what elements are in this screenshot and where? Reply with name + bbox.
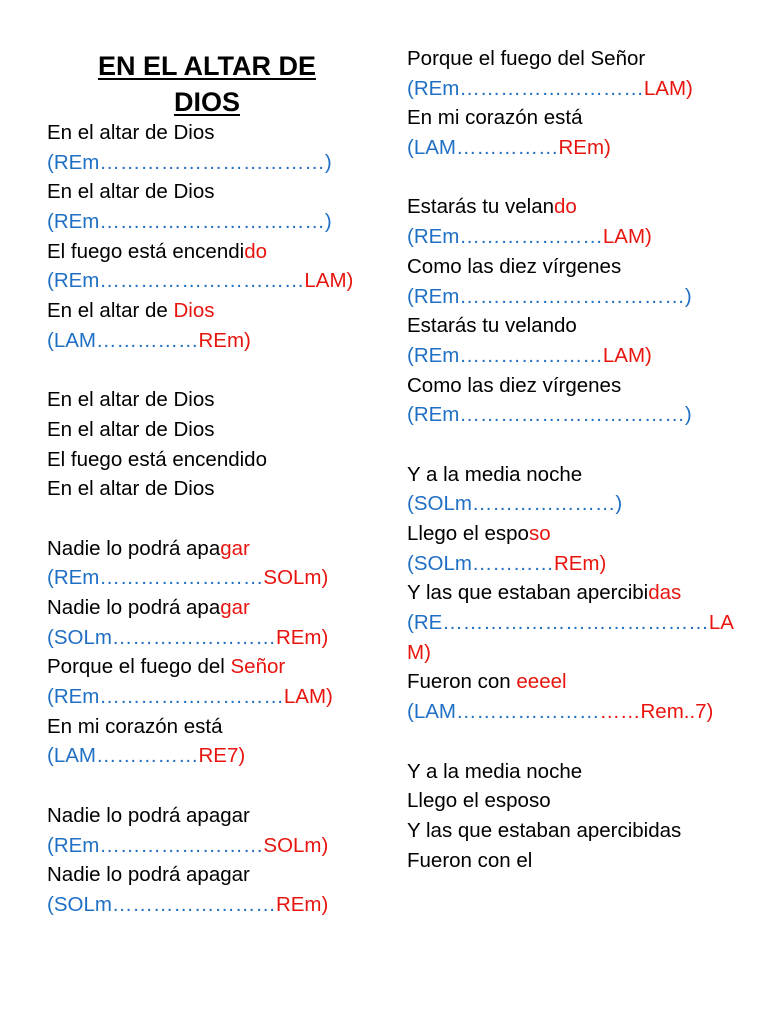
lyric-line: [407, 667, 762, 697]
stanza-gap: [407, 163, 762, 193]
lyrics-column-right: [407, 44, 762, 875]
lyric-text: En mi corazón está: [47, 714, 223, 738]
chord-line: [407, 341, 762, 371]
highlighted-text: das: [648, 581, 682, 605]
highlighted-text: eeeel: [516, 670, 567, 694]
highlighted-text: M): [407, 640, 431, 664]
lyric-text: Porque el fuego del: [47, 655, 231, 679]
highlighted-text: REm): [558, 136, 611, 160]
chord-line: [47, 623, 367, 653]
highlighted-text: LAM): [602, 343, 652, 367]
chord-line: [47, 741, 367, 771]
chord-text: (LAM……………: [47, 328, 199, 352]
chord-text: (REm………………………: [407, 76, 644, 100]
chord-line: [407, 400, 762, 430]
lyric-text: Nadie lo podrá apagar: [47, 863, 250, 887]
lyric-line: [47, 118, 367, 148]
highlighted-text: LAM): [643, 76, 693, 100]
chord-text: (RE…………………………………: [407, 611, 709, 635]
lyric-text: Y las que estaban apercibi: [407, 581, 649, 605]
highlighted-text: SOLm): [263, 566, 329, 590]
highlighted-text: REm): [275, 625, 329, 649]
chord-line: [407, 489, 762, 519]
lyric-text: En el altar de Dios: [47, 388, 215, 412]
chord-text: (SOLm……………………: [47, 625, 276, 649]
chord-text: (SOLm…………………): [407, 492, 623, 516]
chord-line: [47, 682, 367, 712]
lyric-text: En el altar de: [47, 299, 174, 323]
highlighted-text: do: [554, 195, 577, 219]
lyric-line: [407, 192, 762, 222]
lyric-line: [407, 816, 762, 846]
lyric-text: Fueron con el: [407, 848, 533, 872]
lyric-line: [47, 652, 367, 682]
lyric-line: [47, 415, 367, 445]
chord-line: [407, 608, 762, 638]
lyric-line: [407, 757, 762, 787]
chord-line: [47, 890, 367, 920]
chord-line: [407, 133, 762, 163]
chord-line: [47, 266, 367, 296]
highlighted-text: REm): [275, 892, 329, 916]
chord-text: (REm…………………………: [47, 269, 305, 293]
lyric-line: [407, 311, 762, 341]
chord-text: (REm……………………………): [47, 210, 332, 234]
lyric-text: Porque el fuego del Señor: [407, 47, 646, 70]
chord-line: [47, 563, 367, 593]
chord-line: [47, 831, 367, 861]
stanza-gap: [47, 504, 367, 534]
chord-text: (REm……………………………): [47, 150, 332, 174]
lyric-text: En mi corazón está: [407, 106, 583, 130]
lyric-text: Nadie lo podrá apa: [47, 536, 221, 560]
lyric-line: [47, 177, 367, 207]
lyric-text: El fuego está encendido: [47, 447, 267, 471]
lyric-text: Llego el esposo: [407, 789, 551, 813]
highlighted-text: LAM): [283, 685, 333, 709]
chord-line: [407, 282, 762, 312]
lyric-line: [47, 712, 367, 742]
highlighted-text: SOLm): [263, 833, 329, 857]
title-line-2: DIOS: [173, 87, 240, 117]
chord-text: (LAM……………: [47, 744, 199, 768]
stanza-gap: [407, 430, 762, 460]
lyric-text: Nadie lo podrá apa: [47, 596, 221, 619]
chord-text: (REm……………………: [47, 833, 264, 857]
lyric-line: [407, 103, 762, 133]
chord-text: (REm……………………: [47, 566, 264, 590]
highlighted-text: Señor: [230, 655, 286, 679]
chord-line: [47, 207, 367, 237]
lyric-line: [47, 534, 367, 564]
chord-text: (SOLm…………: [407, 551, 554, 575]
lyric-line: [407, 846, 762, 876]
lyric-text: Llego el espo: [407, 522, 529, 545]
highlighted-text: RE7): [198, 744, 246, 768]
lyric-line: [407, 786, 762, 816]
highlighted-text: LAM): [602, 225, 652, 249]
lyric-text: En el altar de Dios: [47, 417, 215, 441]
chord-text: (REm…………………: [407, 343, 603, 367]
highlighted-text: Dios: [173, 299, 215, 323]
chord-line: [47, 148, 367, 178]
lyric-line: [407, 519, 762, 549]
lyric-line: [407, 371, 762, 401]
lyric-text: En el altar de Dios: [47, 180, 215, 204]
highlighted-text: gar: [220, 536, 250, 560]
lyric-line: [47, 801, 367, 831]
chord-text: (REm……………………………): [407, 284, 692, 308]
lyric-text: Estarás tu velan: [407, 195, 554, 219]
chord-text: (REm…………………: [407, 225, 603, 249]
chord-text: (LAM…………………: [407, 700, 600, 724]
lyric-text: Como las diez vírgenes: [407, 254, 622, 278]
chord-line: [407, 74, 762, 104]
lyric-line: [407, 578, 762, 608]
chord-line: [407, 549, 762, 579]
lyric-line: [47, 296, 367, 326]
lyric-line: [407, 44, 762, 74]
highlighted-text: LAM): [304, 269, 354, 293]
song-title: [47, 48, 367, 120]
lyric-text: Estarás tu velando: [407, 314, 577, 338]
lyric-line: [47, 445, 367, 475]
stanza-gap: [47, 356, 367, 386]
lyric-text: Nadie lo podrá apagar: [47, 803, 250, 827]
chord-text: (LAM……………: [407, 136, 559, 160]
highlighted-text: LA: [708, 611, 734, 635]
chord-line: [407, 638, 762, 668]
lyric-line: [47, 860, 367, 890]
highlighted-text: gar: [220, 596, 250, 619]
lyric-text: Y a la media noche: [407, 759, 583, 783]
highlighted-text: ……Rem..7): [599, 700, 714, 724]
lyric-text: Fueron con: [407, 670, 517, 694]
highlighted-text: so: [528, 522, 551, 545]
lyric-text: El fuego está encendi: [47, 239, 245, 263]
chord-line: [407, 222, 762, 252]
title-line-1: EN EL ALTAR DE: [97, 51, 316, 81]
stanza-gap: [47, 771, 367, 801]
lyric-text: Como las diez vírgenes: [407, 373, 622, 397]
lyric-text: Y a la media noche: [407, 462, 583, 486]
lyric-line: [47, 385, 367, 415]
highlighted-text: REm): [553, 551, 607, 575]
lyric-text: Y las que estaban apercibidas: [407, 818, 682, 842]
lyric-line: [47, 593, 367, 623]
chord-line: [407, 697, 762, 727]
lyric-text: En el altar de Dios: [47, 121, 215, 144]
highlighted-text: do: [244, 239, 267, 263]
lyric-text: En el altar de Dios: [47, 477, 215, 501]
chord-text: (REm……………………………): [407, 403, 692, 427]
lyric-line: [407, 252, 762, 282]
chord-line: [47, 326, 367, 356]
lyric-line: [47, 237, 367, 267]
chord-text: (REm………………………: [47, 685, 284, 709]
stanza-gap: [407, 727, 762, 757]
lyric-line: [47, 474, 367, 504]
lyric-line: [407, 460, 762, 490]
lyrics-column-left: [47, 118, 367, 920]
chord-text: (SOLm……………………: [47, 892, 276, 916]
highlighted-text: REm): [198, 328, 251, 352]
